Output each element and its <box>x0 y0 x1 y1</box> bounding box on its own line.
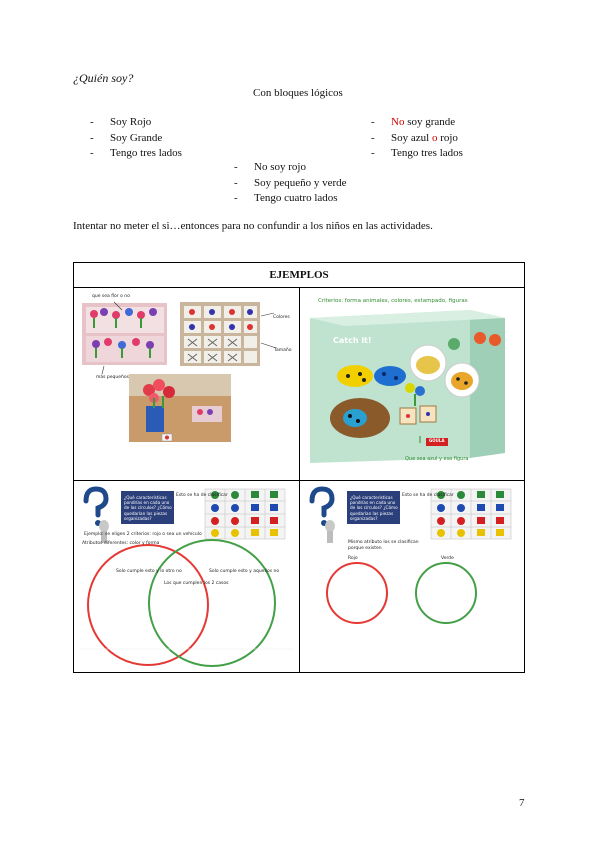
side-note: Esto se ha de clasificar <box>402 493 454 498</box>
list-item-text: rojo <box>437 131 458 144</box>
criteria-text: Criterios: forma animales, colores, estampado, figuras <box>318 298 468 304</box>
list-item <box>371 115 463 131</box>
highlight-text: o <box>431 131 438 144</box>
list-item: - Tengo cuatro lados <box>234 191 347 207</box>
list-item: - Soy Grande <box>90 131 182 147</box>
photo-label-tamano: Tamaño <box>274 348 292 353</box>
table-header: EJEMPLOS <box>74 263 524 288</box>
criteria-note: Mismo atributo los se clasifican porque existen <box>348 540 419 551</box>
attributes-note: Atributos diferentes: color y forma <box>82 541 160 546</box>
left-list <box>90 115 182 162</box>
left-circle-note: Solo cumple esto y lo otro no <box>116 569 182 574</box>
circle-label-green: Verde <box>441 556 454 561</box>
game-caption: Que sea azul y esa figura <box>405 456 469 462</box>
example-cell-venn-2 <box>300 481 525 673</box>
list-item: - Soy Rojo <box>90 115 182 131</box>
highlight-text: No <box>391 116 405 128</box>
list-item: - No soy rojo <box>234 160 347 176</box>
list-item: - Soy pequeño y verde <box>234 176 347 192</box>
photo-caption: que sea flor o no <box>92 294 130 299</box>
example-note: Ejemplo: se eligen 2 criterios: rojo o sea un vehículo <box>84 532 202 537</box>
list-item: - Tengo tres lados <box>90 146 182 162</box>
example-cell-game <box>300 288 525 480</box>
photo-label-pequenos: más pequeños <box>96 375 129 380</box>
example-cell-venn-1 <box>74 481 299 673</box>
examples-table <box>73 262 525 673</box>
circle-label-red: Rojo <box>348 556 358 561</box>
list-item-text: Soy azul <box>391 131 432 144</box>
game-box-image <box>300 288 525 480</box>
list-item <box>371 131 463 147</box>
list-item: - Tengo tres lados <box>371 146 463 162</box>
venn-diagram <box>300 481 525 673</box>
page-subtitle: Con bloques lógicos <box>253 87 343 99</box>
question-text: ¿Qué características pondrías en cada uno de los círculos? ¿Cómo quedarían las piezas organizadas? <box>350 495 398 521</box>
side-note: Esto se ha de clasificar <box>176 493 228 498</box>
photo-collage <box>74 288 299 480</box>
game-brand: GOULA <box>429 438 445 443</box>
intersection-note: Los que cumplen los 2 casos <box>164 581 229 586</box>
right-circle-note: Solo cumple esto y aquellos no <box>209 569 280 574</box>
page-title: ¿Quién soy? <box>73 71 134 85</box>
venn-diagram <box>74 481 299 673</box>
photo-label-colores: Colores <box>273 315 290 320</box>
list-item-text: soy grande <box>404 116 456 128</box>
question-text: ¿Qué características pondrías en cada uno de los círculos? ¿Cómo quedarían las piezas organizadas? <box>124 495 172 521</box>
page-number: 7 <box>519 797 525 809</box>
middle-list <box>234 160 347 207</box>
game-box-title: Catch it! <box>333 336 372 345</box>
right-list <box>371 115 463 162</box>
example-cell-photos <box>74 288 299 480</box>
note-text: Intentar no meter el si…entonces para no confundir a los niños en las actividades. <box>73 220 433 232</box>
